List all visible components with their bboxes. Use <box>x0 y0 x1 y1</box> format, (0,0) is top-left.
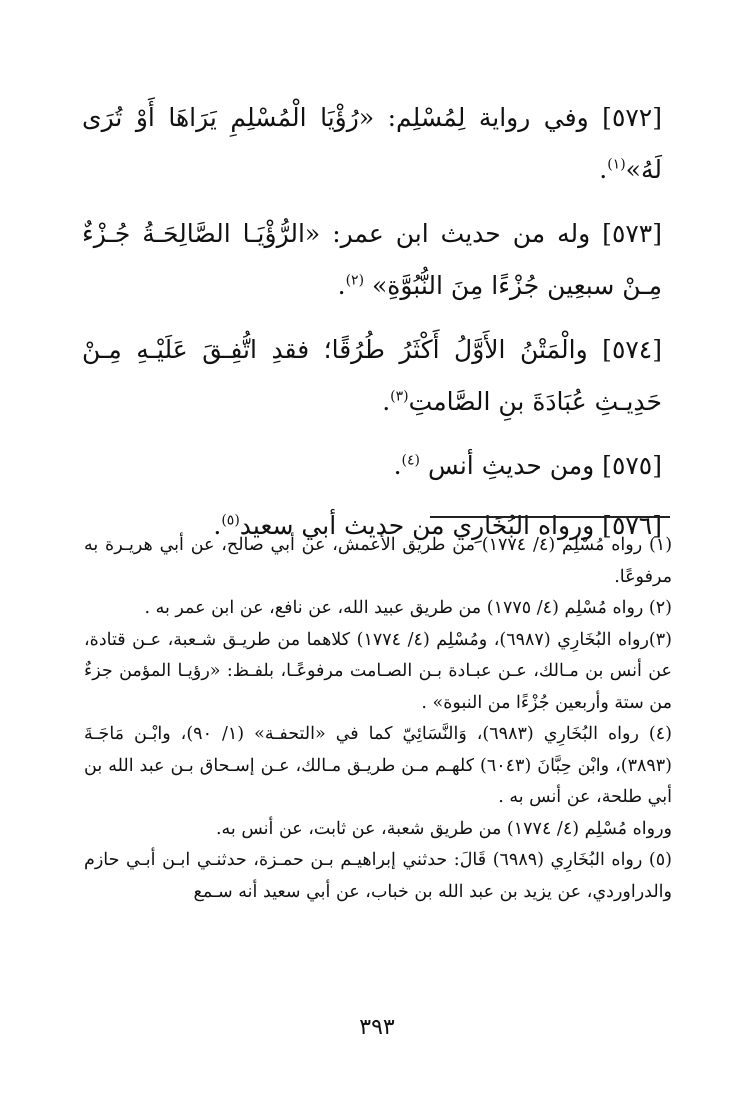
paragraph-573 <box>82 208 662 312</box>
paragraph-text: وله من حديث ابن عمر: «الرُّؤْيَـا الصَّالِحَـةُ جُـزْءٌ مِـنْ سبعِين جُزْءًا مِنَ النُّبُوَّةِ» <box>82 219 662 300</box>
paragraph-575 <box>82 440 662 492</box>
footnotes <box>84 530 672 908</box>
hadith-number: [٥٧٤] <box>602 335 662 364</box>
footnote-ref: (٤) <box>401 452 421 469</box>
hadith-number: [٥٧٢] <box>602 103 662 132</box>
footnote-4-continued: ورواه مُسْلِم (٤/ ١٧٧٤) من طريق شعبة، عن ثابت، عن أنس به. <box>215 818 672 839</box>
hadith-number: [٥٧٣] <box>602 219 662 248</box>
footnote-divider <box>430 516 670 518</box>
footnote-1: (١) رواه مُسْلِم (٤/ ١٧٧٤) من طريق الأعمش، عن أبي صالح، عن أبي هريـرة به مرفوعًا. <box>84 535 673 587</box>
period: . <box>213 511 222 540</box>
paragraph-text: والْمَتْنُ الأَوَّلُ أَكْثَرُ طُرُقًا؛ فقدِ اتُّفِـقَ عَلَيْـهِ مِـنْ حَدِيـثِ عُبَادَةَ بنِ الصَّامتِ <box>82 335 662 416</box>
paragraph-text: وفي رواية لِمُسْلِم: «رُؤْيَا الْمُسْلِمِ يَرَاهَا أَوْ تُرَى لَهُ» <box>82 103 662 184</box>
footnote-ref: (٢) <box>345 272 365 289</box>
period: . <box>382 387 391 416</box>
footnote-ref: (٣) <box>390 388 409 405</box>
footnote-ref: (٥) <box>221 512 240 529</box>
hadith-number: [٥٧٥] <box>602 451 662 480</box>
hadith-number: [٥٧٦] <box>602 511 662 540</box>
paragraph-text: ورواه البُخَارِي من حديث أبي سعيد <box>239 511 603 540</box>
footnote-4: (٤) رواه البُخَارِي (٦٩٨٣)، وَالنَّسَائِيّ كما في «التحفـة» (١/ ٩٠)، وابْـن مَاجَـةَ (٣٨٩٣)، وابْن حِبَّانَ (٦٠٤٣) كلهـم مـن طريـق مـالك، عـن إسـحاق بـن عبد الله بن أبي طلحة، عن أنس به . <box>84 724 672 807</box>
main-text <box>82 92 662 560</box>
paragraph-text: ومن حديثِ أنس <box>427 451 603 480</box>
footnote-ref: (١) <box>607 156 626 173</box>
footnote-5: (٥) رواه البُخَارِي (٦٩٨٩) قَالَ: حدثني إبراهيـم بـن حمـزة، حدثنـي ابـن أبـي حازم والدراوردي، عن يزيد بن عبد الله بن خباب، عن أبي سعيد أنه سـمع <box>84 850 672 902</box>
page-number: ٣٩٣ <box>359 1015 395 1040</box>
period: . <box>337 271 346 300</box>
period: . <box>393 451 402 480</box>
paragraph-572 <box>82 92 662 196</box>
footnote-2: (٢) رواه مُسْلِم (٤/ ١٧٧٥) من طريق عبيد الله، عن نافع، عن ابن عمر به . <box>144 598 672 618</box>
paragraph-574 <box>82 324 662 428</box>
footnote-3: (٣)رواه البُخَارِي (٦٩٨٧)، ومُسْلِم (٤/ ١٧٧٤) كلاهما من طريـق شـعبة، عـن قتادة، عن أنس بن مـالك، عـن عبـادة بـن الصـامت مرفوعًـا، بلفـظ: «رؤيـا المؤمن جزءٌ من ستة وأربعين جُزْءًا من النبوة» . <box>84 629 672 713</box>
period: . <box>599 155 608 184</box>
